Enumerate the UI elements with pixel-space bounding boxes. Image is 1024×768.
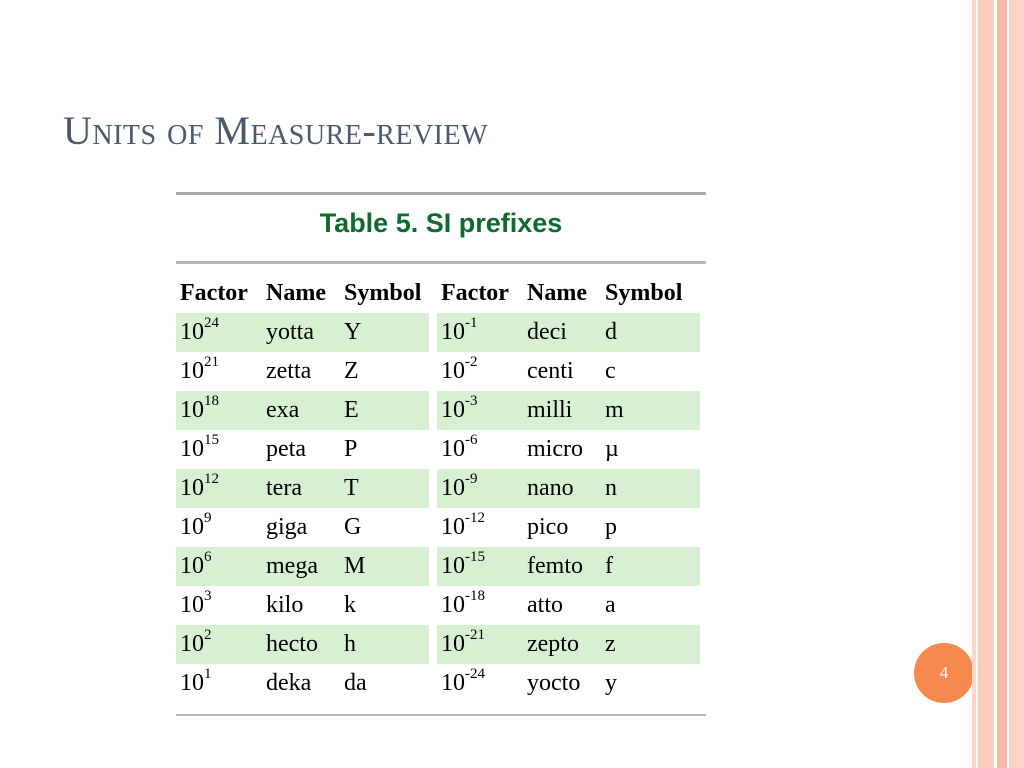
prefix-name-cell: yotta xyxy=(262,313,340,352)
factor-base: 10 xyxy=(180,631,204,657)
factor-base: 10 xyxy=(180,514,204,540)
prefix-name-cell: exa xyxy=(262,391,340,430)
factor-exponent: -3 xyxy=(465,393,478,409)
factor-base: 10 xyxy=(441,358,465,384)
prefix-symbol-cell: y xyxy=(605,670,617,696)
factor-exponent: -24 xyxy=(465,666,485,682)
factor-base: 10 xyxy=(441,514,465,540)
prefix-name-cell: giga xyxy=(266,514,308,540)
factor-cell xyxy=(437,586,523,625)
header-name-right: Name xyxy=(527,280,587,306)
column-gap xyxy=(429,391,437,430)
si-prefix-table-container xyxy=(176,192,706,696)
table-body xyxy=(176,313,700,703)
prefix-symbol-cell: d xyxy=(601,313,700,352)
factor-exponent: 12 xyxy=(204,471,219,487)
header-symbol-right: Symbol xyxy=(605,280,683,306)
prefix-symbol-cell: E xyxy=(340,391,429,430)
prefix-symbol-cell: T xyxy=(340,469,429,508)
prefix-symbol-cell: a xyxy=(605,592,616,618)
table-row xyxy=(176,352,700,391)
factor-cell xyxy=(437,664,523,703)
prefix-name-cell: peta xyxy=(266,436,306,462)
table-row xyxy=(176,547,700,586)
table-row xyxy=(176,430,700,469)
factor-cell xyxy=(437,547,523,586)
factor-base: 10 xyxy=(441,475,465,501)
table-row xyxy=(176,508,700,547)
factor-base: 10 xyxy=(441,670,465,696)
table-row xyxy=(176,664,700,703)
factor-cell xyxy=(437,469,523,508)
column-gap xyxy=(429,664,437,703)
prefix-name-cell: atto xyxy=(527,592,563,618)
prefix-symbol-cell: P xyxy=(344,436,358,462)
factor-exponent: 6 xyxy=(204,549,212,565)
prefix-name-cell: pico xyxy=(527,514,569,540)
column-gap xyxy=(429,469,437,508)
prefix-symbol-cell: k xyxy=(344,592,356,618)
factor-cell xyxy=(176,625,262,664)
factor-base: 10 xyxy=(180,436,204,462)
prefix-symbol-cell: M xyxy=(340,547,429,586)
factor-cell xyxy=(176,664,262,703)
prefix-name-cell: hecto xyxy=(262,625,340,664)
factor-base: 10 xyxy=(180,553,204,579)
factor-base: 10 xyxy=(441,592,465,618)
factor-base: 10 xyxy=(180,670,204,696)
table-header-row xyxy=(176,274,700,313)
factor-exponent: -6 xyxy=(465,432,478,448)
prefix-name-cell: tera xyxy=(262,469,340,508)
factor-exponent: -12 xyxy=(465,510,485,526)
prefix-symbol-cell: h xyxy=(340,625,429,664)
prefix-symbol-cell: m xyxy=(601,391,700,430)
prefix-symbol-cell: c xyxy=(605,358,616,384)
prefix-symbol-cell: f xyxy=(601,547,700,586)
column-gap xyxy=(429,625,437,664)
prefix-name-cell: centi xyxy=(527,358,574,384)
factor-exponent: 21 xyxy=(204,354,219,370)
table-header-rule xyxy=(176,261,706,264)
prefix-name-cell: kilo xyxy=(266,592,304,618)
factor-base: 10 xyxy=(441,319,465,345)
prefix-name-cell: deka xyxy=(266,670,312,696)
factor-cell xyxy=(176,586,262,625)
factor-exponent: -21 xyxy=(465,627,485,643)
factor-cell xyxy=(176,547,262,586)
header-symbol-left: Symbol xyxy=(344,280,422,306)
prefix-name-cell: zepto xyxy=(523,625,601,664)
factor-exponent: -18 xyxy=(465,588,485,604)
factor-exponent: -15 xyxy=(465,549,485,565)
factor-cell xyxy=(176,469,262,508)
si-prefix-table xyxy=(176,274,700,703)
slide-title: Units of Measure-review xyxy=(63,108,489,153)
column-gap xyxy=(429,352,437,391)
factor-cell xyxy=(176,430,262,469)
factor-cell xyxy=(176,313,262,352)
prefix-name-cell: nano xyxy=(523,469,601,508)
prefix-symbol-cell: Z xyxy=(344,358,359,384)
factor-base: 10 xyxy=(180,397,204,423)
header-name-left: Name xyxy=(266,280,326,306)
header-factor-right: Factor xyxy=(441,280,509,306)
factor-base: 10 xyxy=(180,592,204,618)
prefix-symbol-cell: n xyxy=(601,469,700,508)
table-row xyxy=(176,586,700,625)
factor-cell xyxy=(437,313,523,352)
factor-cell xyxy=(176,391,262,430)
factor-base: 10 xyxy=(441,631,465,657)
column-gap xyxy=(429,508,437,547)
decorative-stripes xyxy=(972,0,1024,768)
table-row xyxy=(176,625,700,664)
factor-exponent: -2 xyxy=(465,354,478,370)
factor-exponent: 1 xyxy=(204,666,212,682)
prefix-name-cell: deci xyxy=(523,313,601,352)
factor-base: 10 xyxy=(180,475,204,501)
column-gap xyxy=(429,430,437,469)
page-number-badge: 4 xyxy=(914,643,974,703)
prefix-symbol-cell: Y xyxy=(340,313,429,352)
factor-cell xyxy=(437,430,523,469)
factor-cell xyxy=(176,352,262,391)
factor-base: 10 xyxy=(441,436,465,462)
column-gap xyxy=(429,547,437,586)
column-gap xyxy=(429,586,437,625)
factor-cell xyxy=(437,508,523,547)
factor-exponent: 3 xyxy=(204,588,212,604)
column-gap xyxy=(429,274,437,313)
factor-cell xyxy=(437,625,523,664)
prefix-name-cell: mega xyxy=(262,547,340,586)
factor-exponent: 2 xyxy=(204,627,212,643)
factor-exponent: 15 xyxy=(204,432,219,448)
factor-exponent: -1 xyxy=(465,315,478,331)
factor-exponent: 9 xyxy=(204,510,212,526)
table-row xyxy=(176,313,700,352)
table-bottom-rule xyxy=(176,714,706,716)
prefix-symbol-cell: da xyxy=(344,670,367,696)
factor-base: 10 xyxy=(441,397,465,423)
table-row xyxy=(176,469,700,508)
column-gap xyxy=(429,313,437,352)
header-factor-left: Factor xyxy=(180,280,248,306)
prefix-name-cell: femto xyxy=(523,547,601,586)
factor-cell xyxy=(176,508,262,547)
prefix-name-cell: milli xyxy=(523,391,601,430)
factor-exponent: 24 xyxy=(204,315,219,331)
prefix-symbol-cell: µ xyxy=(605,436,619,462)
prefix-symbol-cell: G xyxy=(344,514,362,540)
table-row xyxy=(176,391,700,430)
prefix-name-cell: yocto xyxy=(527,670,581,696)
prefix-name-cell: zetta xyxy=(266,358,312,384)
prefix-symbol-cell: p xyxy=(605,514,617,540)
prefix-name-cell: micro xyxy=(527,436,583,462)
factor-base: 10 xyxy=(180,319,204,345)
factor-exponent: -9 xyxy=(465,471,478,487)
table-caption: Table 5. SI prefixes xyxy=(319,208,563,238)
prefix-symbol-cell: z xyxy=(601,625,700,664)
factor-exponent: 18 xyxy=(204,393,219,409)
factor-base: 10 xyxy=(180,358,204,384)
factor-cell xyxy=(437,352,523,391)
factor-base: 10 xyxy=(441,553,465,579)
factor-cell xyxy=(437,391,523,430)
